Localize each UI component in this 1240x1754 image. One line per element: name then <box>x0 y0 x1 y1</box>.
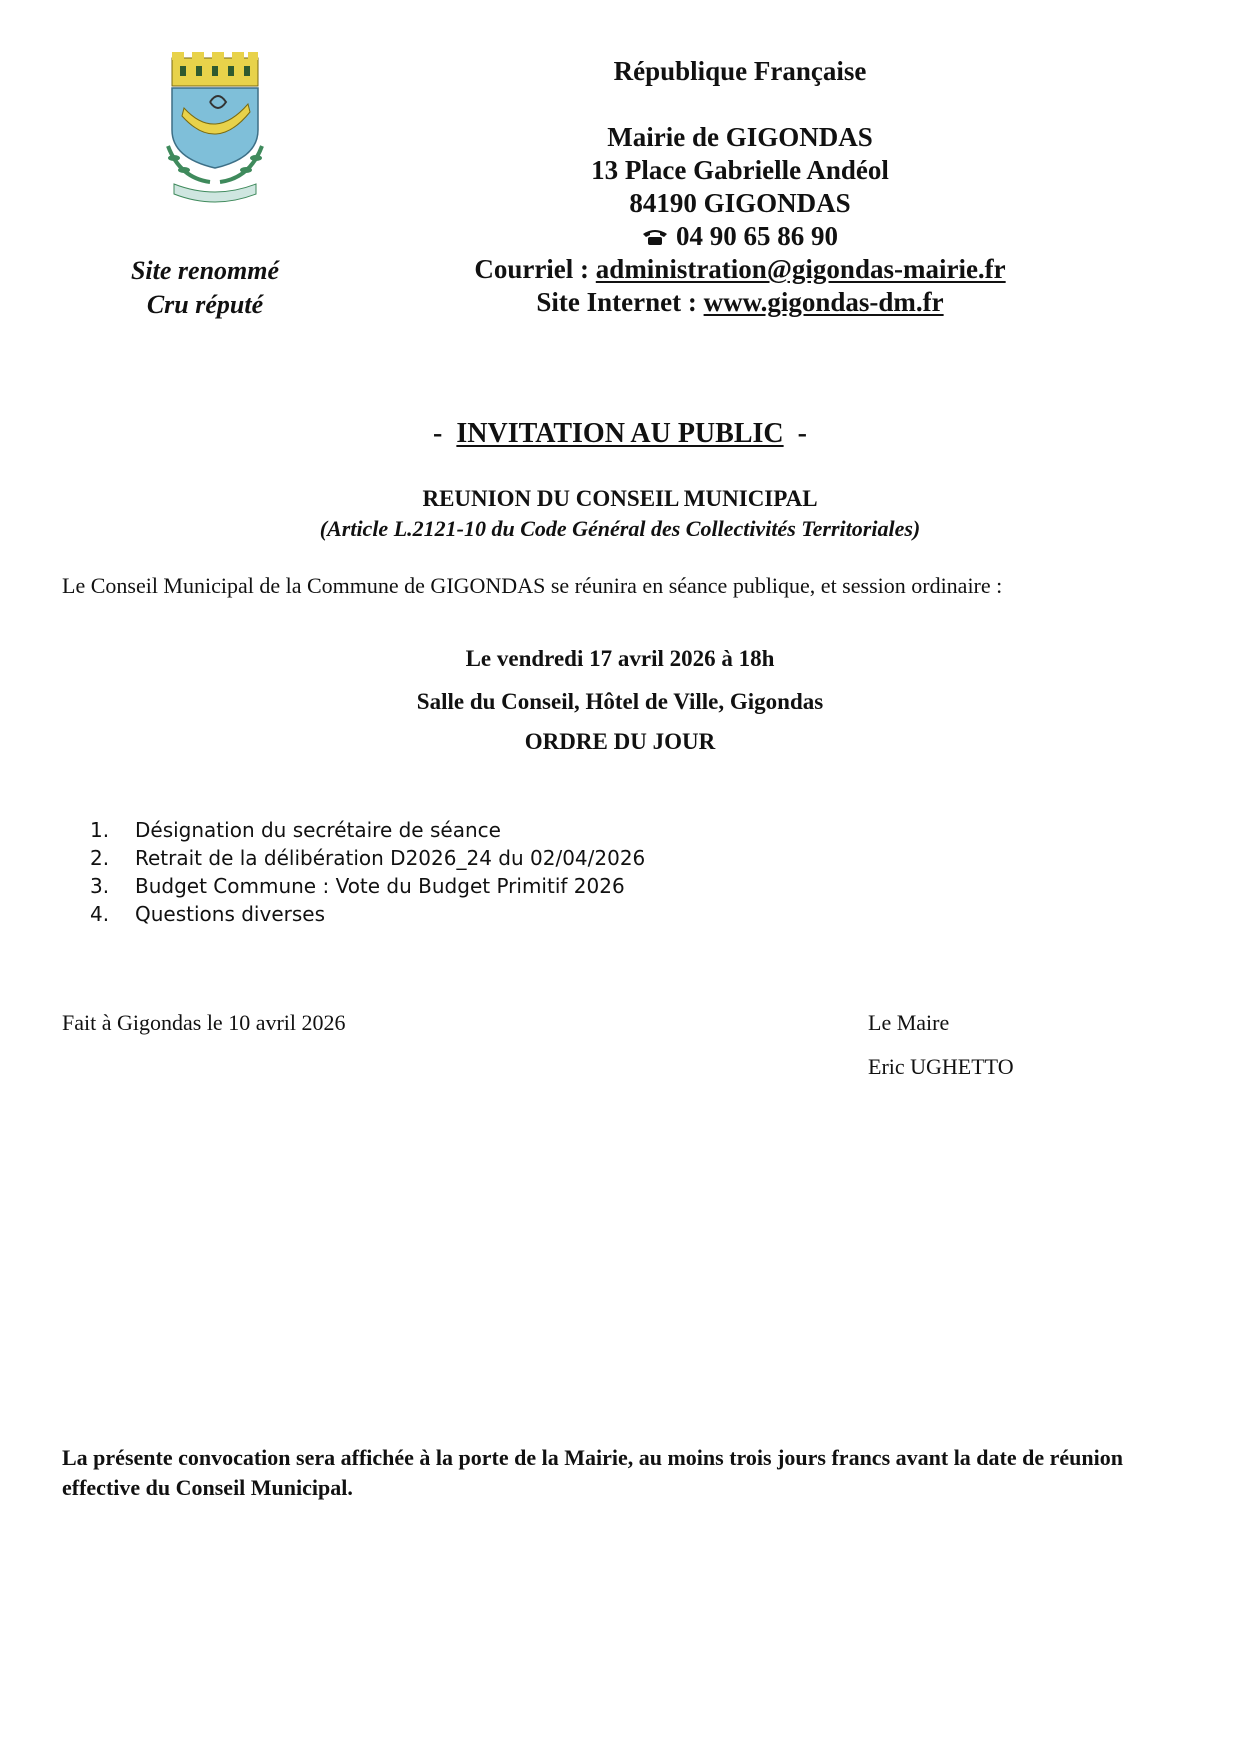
website-line <box>430 287 1050 318</box>
motto-line-2: Cru réputé <box>146 290 264 319</box>
address: 13 Place Gabrielle Andéol <box>591 155 889 185</box>
meeting-place: Salle du Conseil, Hôtel de Ville, Gigondas <box>416 689 824 714</box>
mayor-title: Le Maire <box>868 1010 950 1035</box>
telephone-icon <box>642 222 668 240</box>
title-dash-left: - <box>433 418 443 449</box>
municipal-crest <box>160 50 270 210</box>
item-text: Budget Commune : Vote du Budget Primitif 2026 <box>135 874 625 898</box>
item-number: 2. <box>90 846 110 870</box>
motto-line-1: Site renommé <box>130 256 280 285</box>
country-name: République Française <box>613 56 867 86</box>
item-number: 3. <box>90 874 110 898</box>
invitation-heading: INVITATION AU PUBLIC <box>456 418 784 449</box>
crest-icon <box>160 50 270 210</box>
intro-text: Le Conseil Municipal de la Commune de GIGONDAS se réunira en séance publique, et session ordinaire : <box>62 573 1003 598</box>
title-dash-right: - <box>797 418 807 449</box>
letterhead <box>430 56 1050 336</box>
item-text: Questions diverses <box>135 902 325 926</box>
item-number: 4. <box>90 902 110 926</box>
meeting-date: Le vendredi 17 avril 2026 à 18h <box>465 646 775 671</box>
notice-title <box>0 418 1240 450</box>
item-text: Retrait de la délibération D2026_24 du 02/04/2026 <box>135 846 646 870</box>
email-label: Courriel : <box>474 254 590 284</box>
meeting-subtitle: REUNION DU CONSEIL MUNICIPAL <box>422 486 818 511</box>
article-reference: (Article L.2121-10 du Code Général des Collectivités Territoriales) <box>319 516 921 541</box>
mayor-name: Eric UGHETTO <box>868 1054 1014 1079</box>
email-line <box>430 254 1050 285</box>
website-link[interactable]: www.gigondas-dm.fr <box>703 287 944 317</box>
mairie-name: Mairie de GIGONDAS <box>607 122 873 152</box>
email-link[interactable]: administration@gigondas-mairie.fr <box>595 254 1006 284</box>
place-and-date: Fait à Gigondas le 10 avril 2026 <box>62 1010 346 1035</box>
item-number: 1. <box>90 818 110 842</box>
website-label: Site Internet : <box>536 287 697 317</box>
posting-notice: La présente convocation sera affichée à la porte de la Mairie, au moins trois jours francs avant la date de réunion effective du Conseil Municipal. <box>62 1445 1123 1500</box>
city: 84190 GIGONDAS <box>629 188 851 218</box>
item-text: Désignation du secrétaire de séance <box>135 818 501 842</box>
phone-line <box>430 221 1050 252</box>
agenda-heading: ORDRE DU JOUR <box>524 729 716 754</box>
phone-number: 04 90 65 86 90 <box>676 221 838 251</box>
